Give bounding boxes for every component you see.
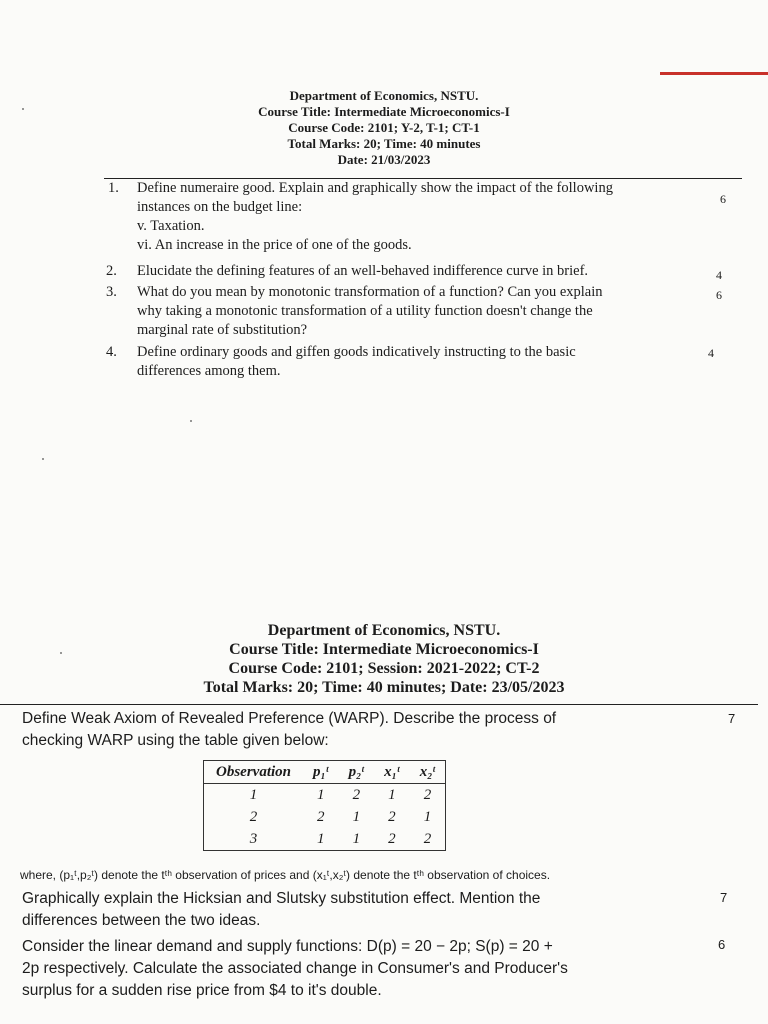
column-header-p2: p₂ᵗ	[348, 763, 365, 780]
sheet2-header	[0, 621, 768, 697]
sheet2-course-title: Course Title: Intermediate Microeconomics-I	[229, 641, 539, 658]
sheet2-department: Department of Economics, NSTU.	[267, 622, 501, 639]
table-cell: 2	[423, 830, 432, 847]
sheet2-question-1	[22, 708, 702, 752]
question-number: 1.	[108, 180, 119, 196]
question-line: v. Taxation.	[137, 218, 205, 234]
question-line: Define numeraire good. Explain and graphically show the impact of the following	[137, 180, 613, 196]
sheet2-course-code: Course Code: 2101; Session: 2021-2022; CT-2	[228, 660, 540, 677]
question-line: 2p respectively. Calculate the associated change in Consumer's and Producer's	[22, 960, 568, 977]
question-line: marginal rate of substitution?	[137, 322, 308, 338]
red-pen-mark	[660, 72, 768, 75]
sheet2-question-3	[22, 936, 712, 1002]
table-footnote: where, (p₁ᵗ,p₂ᵗ) denote the tᵗʰ observation of prices and (x₁ᵗ,x₂ᵗ) denote the tᵗʰ observation of choices.	[20, 868, 551, 882]
table-row	[204, 784, 446, 807]
sheet1-course-title: Course Title: Intermediate Microeconomics-I	[258, 104, 510, 119]
question-line: Define Weak Axiom of Revealed Preference (WARP). Describe the process of	[22, 710, 557, 727]
sheet2-q3-marks: 6	[718, 937, 726, 952]
table-cell: 2	[388, 830, 396, 847]
sheet2-q1-marks: 7	[728, 711, 736, 726]
sheet1-date: Date: 21/03/2023	[337, 152, 431, 167]
sheet1-header	[0, 88, 768, 168]
table-cell: 2	[423, 786, 432, 803]
sheet1-department: Department of Economics, NSTU.	[289, 88, 479, 103]
sheet1-q1-marks: 6	[720, 192, 726, 206]
column-header-observation: Observation	[216, 763, 291, 780]
table-cell: 1	[317, 830, 325, 847]
question-line: instances on the budget line:	[137, 199, 303, 215]
table-header-row	[204, 761, 446, 784]
question-line: surplus for a sudden rise price from $4 to it's double.	[22, 982, 382, 999]
paper-speck	[42, 458, 44, 460]
question-number: 4.	[106, 344, 117, 360]
table-cell: 2	[317, 808, 325, 825]
table-cell: 1	[352, 830, 361, 847]
table-cell: 2	[249, 808, 258, 825]
table-cell: 2	[388, 808, 396, 825]
sheet1-total-marks: Total Marks: 20; Time: 40 minutes	[287, 136, 481, 151]
question-line: differences among them.	[137, 363, 281, 379]
question-line: Define ordinary goods and giffen goods indicatively instructing to the basic	[137, 344, 576, 360]
sheet2-header-rule	[0, 704, 758, 705]
table-cell: 1	[317, 786, 325, 803]
table-cell: 2	[352, 786, 361, 803]
table-cell: 1	[249, 786, 258, 803]
question-line: Graphically explain the Hicksian and Slutsky substitution effect. Mention the	[22, 890, 541, 907]
sheet2-question-2	[22, 888, 702, 932]
question-line: Elucidate the defining features of an well-behaved indifference curve in brief.	[137, 263, 589, 279]
column-header-x2: x₂ᵗ	[419, 763, 436, 780]
question-line: vi. An increase in the price of one of the goods.	[137, 237, 412, 253]
question-line: Consider the linear demand and supply functions: D(p) = 20 − 2p; S(p) = 20 +	[22, 938, 553, 955]
paper-speck	[190, 420, 192, 422]
table-row	[204, 828, 446, 851]
observation-table	[203, 760, 446, 851]
sheet1-q4-marks: 4	[708, 346, 714, 360]
sheet2-total-marks-date: Total Marks: 20; Time: 40 minutes; Date: 23/05/2023	[203, 679, 565, 696]
sheet1-course-code: Course Code: 2101; Y-2, T-1; CT-1	[288, 120, 480, 135]
sheet2-q2-marks: 7	[720, 890, 728, 905]
question-line: What do you mean by monotonic transformation of a function? Can you explain	[137, 284, 603, 300]
question-line: differences between the two ideas.	[22, 912, 261, 929]
question-line: checking WARP using the table given below:	[22, 732, 329, 749]
table-cell: 1	[352, 808, 361, 825]
table-cell: 1	[388, 786, 396, 803]
table-cell: 3	[249, 830, 258, 847]
paper-speck	[22, 108, 24, 110]
question-number: 3.	[106, 284, 117, 300]
question-line: why taking a monotonic transformation of a utility function doesn't change the	[137, 303, 593, 319]
sheet1-q2-marks: 4	[716, 268, 722, 282]
column-header-p1: p₁ᵗ	[313, 763, 329, 780]
question-number: 2.	[106, 263, 117, 279]
sheet1-q3-marks: 6	[716, 288, 722, 302]
table-cell: 1	[423, 808, 432, 825]
table-row	[204, 806, 446, 828]
column-header-x1: x₁ᵗ	[384, 763, 400, 780]
